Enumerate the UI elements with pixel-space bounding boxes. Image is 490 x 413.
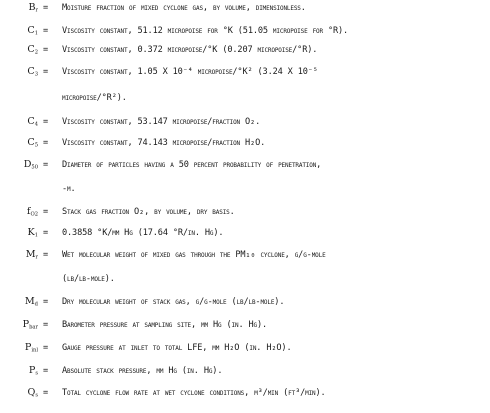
equals-sign: = xyxy=(43,228,49,238)
definition-text: Stack gas fraction O₂, by volume, dry basis. xyxy=(62,207,235,217)
definition-text: Viscosity constant, 53.147 micropoise/fraction O₂. xyxy=(62,117,261,127)
equals-sign: = xyxy=(43,138,49,148)
term-symbol xyxy=(29,366,38,376)
equals-sign: = xyxy=(43,67,49,77)
symbol-subscript: 4 xyxy=(34,121,38,128)
definition-text: Total cyclone flow rate at wet cyclone conditions, m³/min (ft³/min). xyxy=(62,388,326,398)
symbol-base: P xyxy=(24,342,32,353)
symbol-subscript: r xyxy=(35,254,38,261)
term-symbol xyxy=(25,343,38,353)
term-symbol xyxy=(27,207,38,217)
equals-sign: = xyxy=(43,343,49,353)
term-symbol xyxy=(28,3,38,13)
equals-sign: = xyxy=(43,26,49,36)
equals-sign: = xyxy=(43,207,49,217)
symbol-subscript: 50 xyxy=(31,164,38,171)
symbol-base: C xyxy=(27,116,35,127)
symbol-subscript: 5 xyxy=(34,142,38,149)
term-symbol xyxy=(24,160,38,170)
equals-sign: = xyxy=(43,250,49,260)
definition-text: Dry molecular weight of stack gas, g/g-mole (lb/lb-mole). xyxy=(62,297,285,307)
equals-sign: = xyxy=(43,366,49,376)
equals-sign: = xyxy=(43,297,49,307)
equals-sign: = xyxy=(43,117,49,127)
term-symbol xyxy=(27,45,38,55)
term-symbol xyxy=(27,67,38,77)
term-symbol xyxy=(27,117,38,127)
definition-text: Moisture fraction of mixed cyclone gas, by volume, dimensionless. xyxy=(62,3,306,13)
symbol-subscript: 2 xyxy=(34,49,38,56)
symbol-subscript: O2 xyxy=(30,211,38,218)
equals-sign: = xyxy=(43,160,49,170)
symbol-base: C xyxy=(27,137,35,148)
symbol-base: C xyxy=(27,25,35,36)
symbol-subscript: s xyxy=(35,370,38,377)
definition-text: 0.3858 °K/mm Hg (17.64 °R/in. Hg). xyxy=(62,228,224,238)
symbol-subscript: 1 xyxy=(34,232,38,239)
definition-text: Viscosity constant, 51.12 micropoise for °K (51.05 micropoise for °R). xyxy=(62,26,349,36)
symbol-subscript: inl xyxy=(31,347,38,354)
symbol-base: D xyxy=(23,159,32,170)
definition-text: Diameter of particles having a 50 percent probability of penetration, xyxy=(62,160,322,170)
equals-sign: = xyxy=(43,45,49,55)
definition-text: micropoise/°R²). xyxy=(62,93,127,103)
term-symbol xyxy=(26,250,38,260)
symbol-base: P xyxy=(22,319,30,330)
definition-text: Absolute stack pressure, mm Hg (in. Hg). xyxy=(62,366,223,376)
symbol-base: C xyxy=(27,66,35,77)
symbol-subscript: 1 xyxy=(34,30,38,37)
term-symbol xyxy=(25,297,38,307)
symbol-base: P xyxy=(28,365,36,376)
term-symbol xyxy=(27,26,38,36)
symbol-base: M xyxy=(25,249,36,260)
definition-text: Gauge pressure at inlet to total LFE, mm H₂O (in. H₂O). xyxy=(62,343,292,353)
symbol-subscript: bar xyxy=(29,324,38,331)
equals-sign: = xyxy=(43,320,49,330)
symbol-base: K xyxy=(27,227,35,238)
symbol-subscript: s xyxy=(35,392,38,399)
symbol-subscript: r xyxy=(35,7,38,14)
symbol-base: Q xyxy=(27,387,36,398)
definition-text: Viscosity constant, 0.372 micropoise/°K (0.207 micropoise/°R). xyxy=(62,45,318,55)
symbol-base: f xyxy=(26,206,31,217)
equals-sign: = xyxy=(43,388,49,398)
term-symbol xyxy=(23,320,38,330)
equals-sign: = xyxy=(43,3,49,13)
definition-text: Barometer pressure at sampling site, mm Hg (in. Hg). xyxy=(62,320,268,330)
term-symbol xyxy=(28,228,38,238)
definition-text: Viscosity constant, 74.143 micropoise/fraction H₂O. xyxy=(62,138,266,148)
symbol-base: B xyxy=(28,2,36,13)
symbol-base: C xyxy=(27,44,35,55)
term-symbol xyxy=(27,388,38,398)
symbol-subscript: 3 xyxy=(34,71,38,78)
definition-text: Wet molecular weight of mixed gas through the PM₁₀ cyclone, g/g-mole xyxy=(62,250,326,260)
definition-text: (lb/lb-mole). xyxy=(62,274,115,284)
term-symbol xyxy=(27,138,38,148)
symbol-base: M xyxy=(24,296,35,307)
definition-text: -m. xyxy=(62,184,76,194)
definition-text: Viscosity constant, 1.05 X 10⁻⁴ micropoise/°K² (3.24 X 10⁻⁵ xyxy=(62,67,318,77)
symbol-subscript: d xyxy=(34,301,38,308)
